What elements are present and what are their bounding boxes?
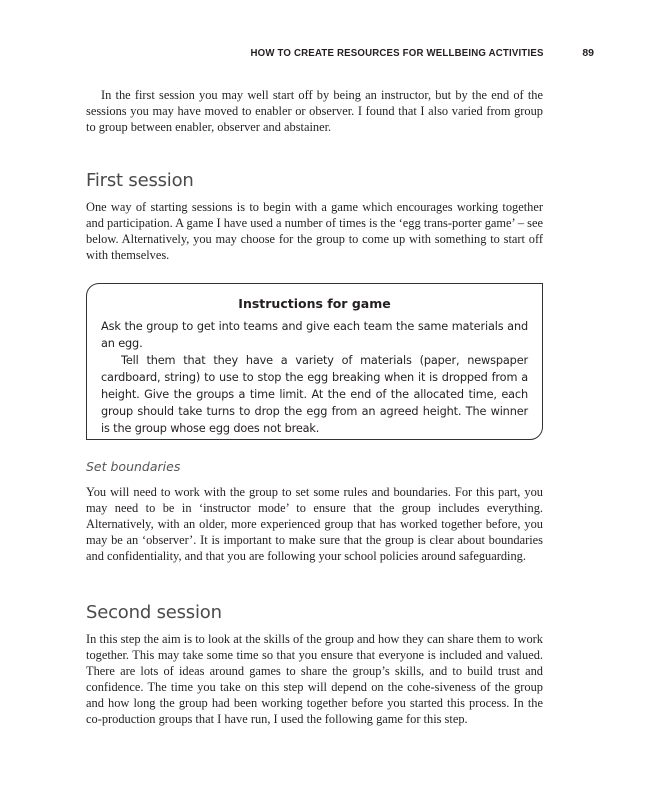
second-session-paragraph: In this step the aim is to look at the skills of the group and how they can share them to work together. This may take some time so that you ensure that everyone is included and valued. There are lots of ideas around games to share the group’s skills, and to build trust and confidence. The time you take on this step will depend on the cohe-siveness of the group and how long the group had been working together before you started this process. In the co-production groups that I have run, I used the following game for this step. (86, 632, 543, 726)
instructions-paragraph-2: Tell them that they have a variety of materials (paper, newspaper cardboard, string) to use to stop the egg breaking when it is dropped from a height. Give the groups a time limit. At the end of the allocated time, each group should take turns to drop the egg from an agreed height. The winner is the group whose egg does not break. (101, 354, 528, 435)
running-title: HOW TO CREATE RESOURCES FOR WELLBEING ACTIVITIES (250, 47, 544, 59)
set-boundaries-paragraph: You will need to work with the group to set some rules and boundaries. For this part, you may need to be in ‘instructor mode’ to ensure that the group includes everything. Alternatively, with an older, more experienced group that has worked together before, you may be an ‘observer’. It is important to make sure that the group is clear about boundaries and confidentiality, and that you are following your school policies around safeguarding. (86, 485, 543, 563)
set-boundaries-heading: Set boundaries (86, 459, 181, 474)
second-session-heading: Second session (86, 602, 222, 623)
instructions-box-title: Instructions for game (238, 296, 391, 311)
running-header (0, 47, 650, 63)
page-number: 89 (582, 47, 594, 59)
first-session-paragraph: One way of starting sessions is to begin with a game which encourages working together and participation. A game I have used a number of times is the ‘egg trans-porter game’ – see below. Alternatively, you may choose for the group to come up with something to start off with themselves. (86, 200, 543, 262)
first-session-heading: First session (86, 170, 194, 191)
instructions-box (86, 283, 543, 440)
instructions-paragraph-1: Ask the group to get into teams and give each team the same materials and an egg. (101, 320, 528, 350)
intro-paragraph: In the first session you may well start off by being an instructor, but by the end of the sessions you may have moved to enabler or observer. I found that I also varied from group to group between enabler, observer and abstainer. (86, 88, 543, 134)
